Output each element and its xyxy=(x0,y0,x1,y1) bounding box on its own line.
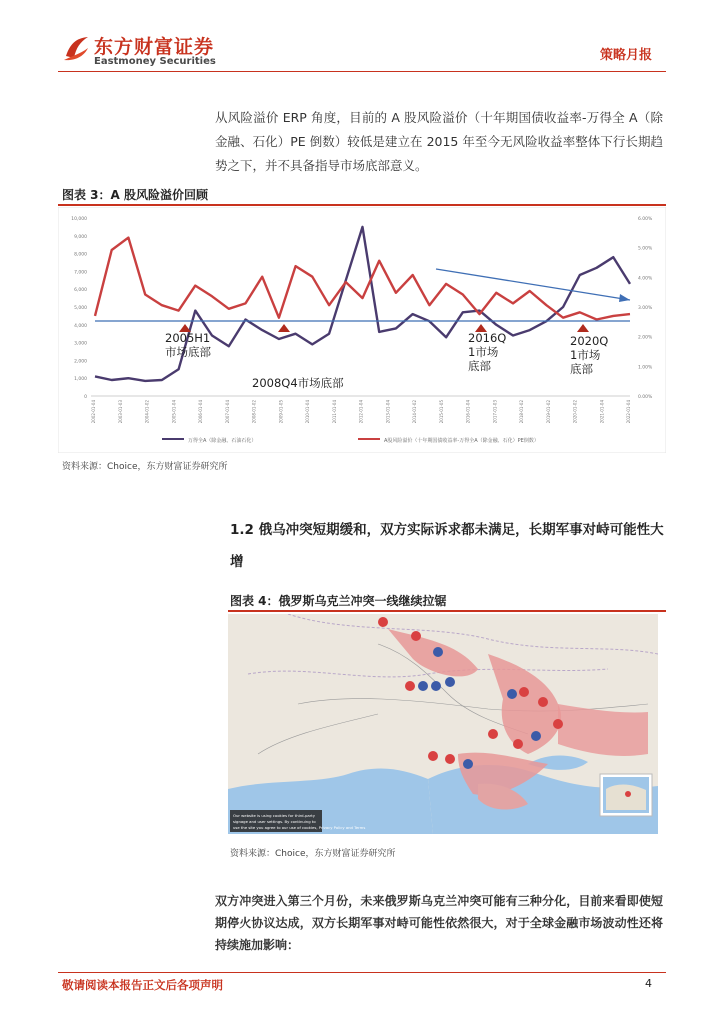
x-tick-label: 2021-01-04 xyxy=(599,400,605,424)
figure3-title-rule xyxy=(58,204,666,206)
x-tick-label: 2018-01-02 xyxy=(519,400,524,424)
page-number: 4 xyxy=(645,977,652,990)
y-right-tick-label: 4.00% xyxy=(638,276,653,282)
conflict-marker-icon xyxy=(405,681,415,691)
y-left-tick-label: 6,000 xyxy=(74,288,87,294)
cookie-text-line-2: signage and user settings. By continuing to xyxy=(233,819,316,824)
military-unit-icon xyxy=(445,677,455,687)
x-tick-label: 2008-01-02 xyxy=(251,400,257,424)
x-tick-label: 2007-01-04 xyxy=(224,400,230,424)
figure3-source: 资料来源：Choice，东方财富证券研究所 xyxy=(62,462,228,472)
market-bottom-annotation: 市场底部 xyxy=(165,345,211,359)
x-tick-label: 2004-01-02 xyxy=(144,400,150,424)
closing-paragraph: 双方冲突进入第三个月份，未来俄罗斯乌克兰冲突可能有三种分化，目前来看即使短期停火协议达成，双方长期军事对峙可能性依然很大，对于全球金融市场波动性还将持续施加影响： xyxy=(215,894,663,952)
x-tick-label: 2016-01-04 xyxy=(465,400,471,424)
conflict-marker-icon xyxy=(411,631,421,641)
military-unit-icon xyxy=(507,689,517,699)
conflict-marker-icon xyxy=(519,687,529,697)
report-type-label: 策略月报 xyxy=(599,48,652,63)
military-unit-icon xyxy=(431,681,441,691)
x-tick-label: 2003-01-03 xyxy=(117,400,123,424)
footer-divider xyxy=(58,972,666,973)
x-tick-label: 2015-01-05 xyxy=(438,400,444,424)
x-tick-label: 2002-01-04 xyxy=(91,400,96,424)
military-unit-icon xyxy=(531,731,541,741)
x-tick-label: 2014-01-02 xyxy=(412,400,417,424)
cookie-text-line-1: Our website is using cookies for third-party xyxy=(233,813,315,818)
y-left-tick-label: 10,000 xyxy=(71,217,87,222)
x-tick-label: 2020-01-02 xyxy=(572,400,578,424)
x-tick-label: 2006-01-04 xyxy=(198,400,203,424)
market-bottom-annotation: 1市场 xyxy=(570,348,601,362)
legend-label-series-1: 万得全A（除金融、石油石化） xyxy=(188,438,257,444)
cookie-text-line-3: use the site you agree to our use of cookies, Privacy Policy and Terms xyxy=(233,825,366,830)
market-bottom-annotation: 1市场 xyxy=(468,345,499,359)
market-bottom-annotation: 2016Q xyxy=(468,331,507,345)
market-bottom-annotation: 底部 xyxy=(468,359,491,373)
header-divider xyxy=(58,71,666,72)
y-left-tick-label: 1,000 xyxy=(74,377,87,383)
y-right-tick-label: 5.00% xyxy=(638,246,653,252)
risk-premium-chart xyxy=(58,207,666,453)
market-bottom-annotation: 2005H1 xyxy=(165,331,211,345)
conflict-marker-icon xyxy=(378,617,388,627)
conflict-marker-icon xyxy=(553,719,563,729)
market-bottom-annotation: 2020Q xyxy=(570,334,609,348)
brand-name-en: Eastmoney Securities xyxy=(94,56,216,67)
x-tick-label: 2019-01-02 xyxy=(545,400,551,424)
figure4-title: 图表 4：俄罗斯乌克兰冲突一线继续拉锯 xyxy=(230,594,447,608)
figure4-title-rule xyxy=(228,610,666,612)
footer-disclaimer: 敬请阅读本报告正文后各项声明 xyxy=(62,978,223,992)
military-unit-icon xyxy=(463,759,473,769)
figure4-source: 资料来源：Choice，东方财富证券研究所 xyxy=(230,849,396,859)
y-right-tick-label: 0.00% xyxy=(638,395,653,400)
map-inset-land xyxy=(606,785,646,810)
x-tick-label: 2017-01-03 xyxy=(492,400,498,424)
x-tick-label: 2009-01-05 xyxy=(278,400,284,424)
conflict-marker-icon xyxy=(538,697,548,707)
section-heading: 1.2 俄乌冲突短期缓和，双方实际诉求都未满足，长期军事对峙可能性大增 xyxy=(230,522,664,570)
map-inset-marker-icon xyxy=(625,791,631,797)
legend-label-series-2: A股风险溢价（十年期国债收益率-万得全A（除金融、石化）PE倒数） xyxy=(384,438,539,444)
brand-name-cn: 东方财富证券 xyxy=(94,36,215,58)
conflict-marker-icon xyxy=(428,751,438,761)
x-tick-label: 2005-01-04 xyxy=(171,400,177,424)
y-left-tick-label: 8,000 xyxy=(74,252,87,258)
y-left-tick-label: 9,000 xyxy=(74,234,87,240)
market-bottom-annotation: 2008Q4市场底部 xyxy=(252,376,344,390)
x-tick-label: 2012-01-04 xyxy=(358,400,364,424)
y-left-tick-label: 0 xyxy=(84,395,87,400)
conflict-marker-icon xyxy=(488,729,498,739)
x-tick-label: 2011-01-04 xyxy=(331,400,337,424)
y-right-tick-label: 2.00% xyxy=(638,335,653,341)
market-bottom-annotation: 底部 xyxy=(570,362,593,376)
eastmoney-logo-icon xyxy=(62,34,90,62)
conflict-marker-icon xyxy=(445,754,455,764)
conflict-map xyxy=(228,614,658,834)
y-right-tick-label: 1.00% xyxy=(638,365,653,371)
conflict-marker-icon xyxy=(513,739,523,749)
y-right-tick-label: 6.00% xyxy=(638,217,653,222)
y-left-tick-label: 4,000 xyxy=(74,323,87,329)
x-tick-label: 2010-01-04 xyxy=(305,400,310,424)
y-left-tick-label: 5,000 xyxy=(74,306,87,311)
figure3-title: 图表 3：A 股风险溢价回顾 xyxy=(62,188,208,202)
military-unit-icon xyxy=(418,681,428,691)
x-tick-label: 2022-01-04 xyxy=(626,400,631,424)
intro-paragraph: 从风险溢价 ERP 角度，目前的 A 股风险溢价（十年期国债收益率-万得全 A（除金融、石化）PE 倒数）较低是建立在 2015 年至今无风险收益率整体下行长期趋势之下，并不具备指导市场底部意义。 xyxy=(215,110,663,173)
y-left-tick-label: 7,000 xyxy=(74,270,87,276)
y-left-tick-label: 2,000 xyxy=(74,359,87,365)
military-unit-icon xyxy=(433,647,443,657)
x-axis xyxy=(91,400,631,424)
y-right-tick-label: 3.00% xyxy=(638,306,653,311)
y-left-tick-label: 3,000 xyxy=(74,341,87,347)
x-tick-label: 2013-01-04 xyxy=(385,400,391,424)
